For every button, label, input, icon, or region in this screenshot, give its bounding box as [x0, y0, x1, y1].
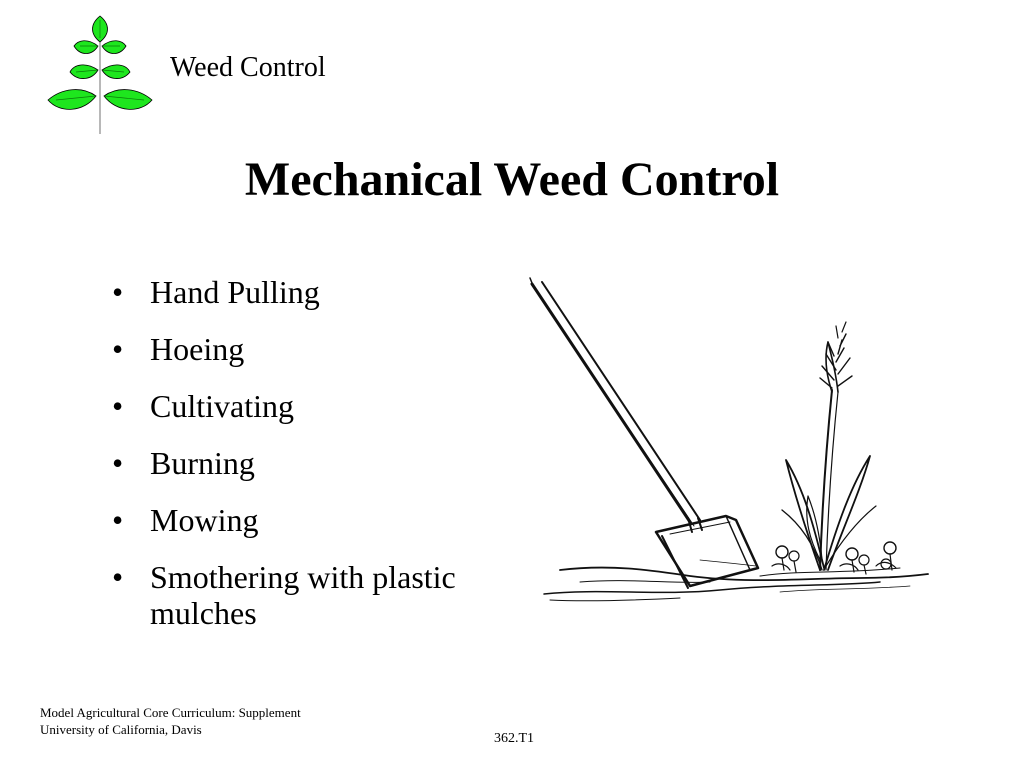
bullet-text: Burning [150, 445, 255, 481]
footer-credit-line-1: Model Agricultural Core Curriculum: Supplement [40, 705, 301, 720]
bullet-marker: • [112, 331, 124, 367]
bullet-item [112, 274, 472, 310]
bullet-marker: • [112, 559, 124, 595]
bullet-item [112, 559, 472, 631]
bullet-text: Hoeing [150, 331, 245, 367]
bullet-text: Smothering with plastic mulches [150, 559, 456, 631]
bullet-text: Cultivating [150, 388, 294, 424]
header-title: Weed Control [170, 52, 326, 83]
bullet-list [112, 274, 472, 652]
bullet-item [112, 502, 472, 538]
footer-credit-line-2: University of California, Davis [40, 722, 202, 737]
footer-credit [40, 704, 301, 738]
bullet-item [112, 388, 472, 424]
bullet-text: Mowing [150, 502, 259, 538]
bullet-text: Hand Pulling [150, 274, 320, 310]
bullet-item [112, 331, 472, 367]
bullet-marker: • [112, 388, 124, 424]
plant-logo-icon [44, 12, 156, 134]
bullet-marker: • [112, 445, 124, 481]
slide-code: 362.T1 [494, 731, 535, 746]
hoe-and-weed-illustration [520, 270, 940, 620]
bullet-marker: • [112, 502, 124, 538]
bullet-item [112, 445, 472, 481]
slide-title: Mechanical Weed Control [244, 153, 780, 206]
bullet-marker: • [112, 274, 124, 310]
